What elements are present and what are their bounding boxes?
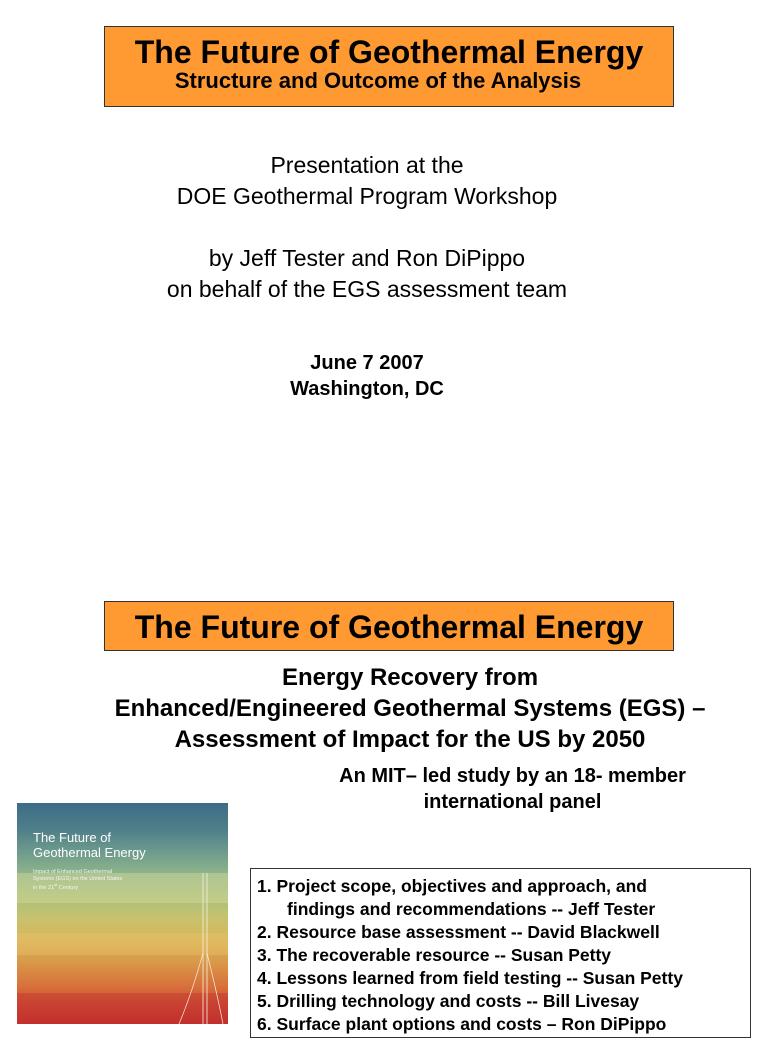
slide-1-title-box — [104, 26, 674, 107]
cover-description-line-1: Impact of Enhanced Geothermal — [33, 869, 113, 875]
cover-title-line-2: Geothermal Energy — [33, 845, 146, 860]
table-of-contents — [250, 868, 751, 1038]
cover-description-line-2: Systems (EGS) on the United States — [33, 875, 123, 882]
cover-description — [33, 869, 153, 891]
slide-2-subtitle-line-1: Energy Recovery from — [281, 664, 539, 691]
cover-description-line-3-pre: in the 21 — [33, 884, 55, 891]
toc-item-1: 1. Project scope, objectives and approach, and — [257, 876, 647, 896]
presentation-date: June 7 2007 — [310, 352, 424, 374]
toc-item-3: 3. The recoverable resource -- Susan Petty — [257, 945, 612, 965]
slide-2-subtitle-line-3: Assessment of Impact for the US by 2050 — [174, 726, 646, 753]
presentation-line-4: on behalf of the EGS assessment team — [166, 276, 568, 302]
slide-2 — [0, 500, 768, 1034]
toc-item-6: 6. Surface plant options and costs – Ron DiPippo — [257, 1014, 667, 1034]
presentation-line-3: by Jeff Tester and Ron DiPippo — [208, 245, 526, 271]
report-cover-image — [17, 803, 228, 1024]
slide-2-title: The Future of Geothermal Energy — [134, 609, 644, 645]
slide-1-subtitle: Structure and Outcome of the Analysis — [174, 68, 582, 93]
toc-item-4: 4. Lessons learned from field testing -- Susan Petty — [257, 968, 683, 988]
toc-item-2: 2. Resource base assessment -- David Blackwell — [257, 922, 660, 942]
presentation-line-1: Presentation at the — [270, 152, 464, 178]
slide-2-title-box — [104, 601, 674, 651]
presentation-location: Washington, DC — [290, 378, 444, 400]
cover-title — [33, 830, 146, 860]
cover-title-line-1: The Future of — [33, 830, 112, 845]
toc-item-5: 5. Drilling technology and costs -- Bill Livesay — [257, 991, 640, 1011]
study-description-line-2: international panel — [423, 791, 602, 813]
toc-item-1-continued: findings and recommendations -- Jeff Tester — [287, 899, 656, 919]
study-description-line-1: An MIT– led study by an 18- member — [339, 765, 686, 787]
cover-description-line-3-sup: st — [54, 882, 58, 887]
presentation-line-2: DOE Geothermal Program Workshop — [176, 183, 558, 209]
cover-description-line-3-post: Century — [57, 884, 79, 891]
slide-2-subtitle-line-2: Enhanced/Engineered Geothermal Systems (EGS) – — [114, 695, 706, 722]
cover-description-line-3 — [33, 882, 153, 891]
slide-1 — [0, 0, 768, 500]
slide-1-title: The Future of Geothermal Energy — [134, 34, 644, 70]
